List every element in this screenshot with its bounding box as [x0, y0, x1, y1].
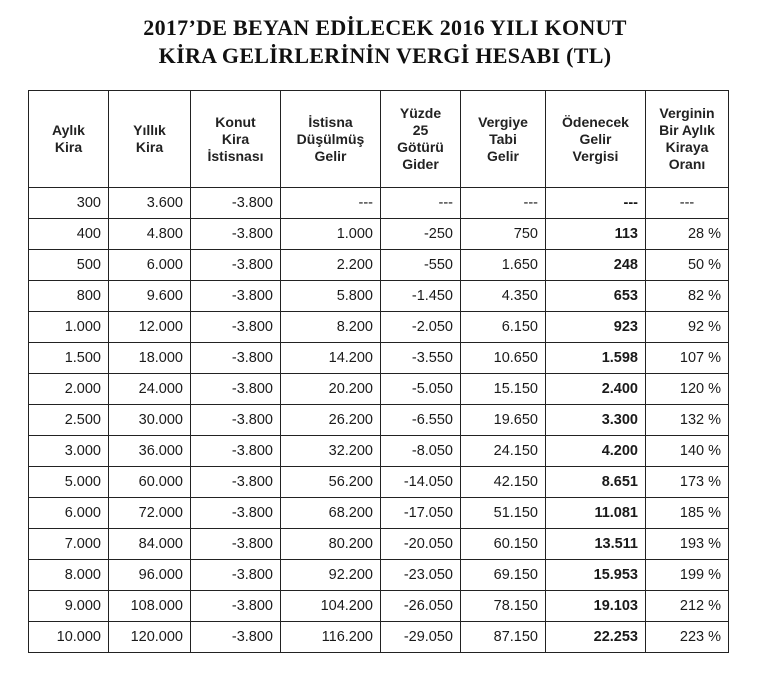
cell-net-income: 8.200 [281, 312, 381, 343]
header-line: Yüzde [399, 105, 442, 121]
header-line: Düşülmüş [296, 130, 365, 147]
cell-annual-rent: 36.000 [109, 436, 191, 467]
cell-net-income: 5.800 [281, 281, 381, 312]
cell-annual-rent: 9.600 [109, 281, 191, 312]
cell-taxable-income: 69.150 [461, 560, 546, 591]
cell-annual-rent: 84.000 [109, 529, 191, 560]
cell-annual-rent: 96.000 [109, 560, 191, 591]
header-line: İstisnası [207, 147, 264, 164]
table-row [29, 250, 729, 281]
cell-net-income: 14.200 [281, 343, 381, 374]
cell-lump-expense: -3.550 [381, 343, 461, 374]
table-row [29, 281, 729, 312]
cell-annual-rent: 3.600 [109, 188, 191, 219]
cell-tax-ratio: 28 % [646, 219, 729, 250]
cell-taxable-income: 24.150 [461, 436, 546, 467]
header-line: Aylık [52, 122, 85, 138]
cell-taxable-income: 60.150 [461, 529, 546, 560]
cell-annual-rent: 24.000 [109, 374, 191, 405]
cell-taxable-income: 4.350 [461, 281, 546, 312]
cell-annual-rent: 60.000 [109, 467, 191, 498]
cell-lump-expense: -6.550 [381, 405, 461, 436]
header-line: Kiraya [665, 139, 709, 155]
cell-annual-rent: 6.000 [109, 250, 191, 281]
header-line: Yıllık [133, 122, 166, 138]
header-lump-expense [381, 91, 461, 188]
table-row [29, 219, 729, 250]
header-income-tax [546, 91, 646, 188]
cell-taxable-income: 1.650 [461, 250, 546, 281]
cell-lump-expense: --- [381, 188, 461, 219]
header-line: Kira [221, 130, 250, 147]
cell-housing-exemption: -3.800 [191, 436, 281, 467]
cell-monthly-rent: 9.000 [29, 591, 109, 622]
cell-lump-expense: -250 [381, 219, 461, 250]
cell-monthly-rent: 2.000 [29, 374, 109, 405]
cell-housing-exemption: -3.800 [191, 312, 281, 343]
header-line: Verginin [659, 105, 715, 121]
cell-tax-ratio: 120 % [646, 374, 729, 405]
table-row [29, 529, 729, 560]
cell-net-income: 68.200 [281, 498, 381, 529]
table-row [29, 343, 729, 374]
header-line: Bir Aylık [659, 122, 715, 138]
cell-net-income: 2.200 [281, 250, 381, 281]
cell-lump-expense: -17.050 [381, 498, 461, 529]
cell-monthly-rent: 400 [29, 219, 109, 250]
cell-lump-expense: -23.050 [381, 560, 461, 591]
cell-taxable-income: 10.650 [461, 343, 546, 374]
title-line-1: 2017’DE BEYAN EDİLECEK 2016 YILI KONUT [143, 15, 627, 40]
cell-monthly-rent: 6.000 [29, 498, 109, 529]
cell-tax-ratio: 223 % [646, 622, 729, 653]
header-line: Ödenecek [562, 113, 629, 130]
cell-lump-expense: -1.450 [381, 281, 461, 312]
cell-income-tax: 19.103 [546, 591, 646, 622]
cell-tax-ratio: --- [646, 188, 729, 219]
cell-tax-ratio: 92 % [646, 312, 729, 343]
cell-housing-exemption: -3.800 [191, 188, 281, 219]
cell-housing-exemption: -3.800 [191, 405, 281, 436]
cell-net-income: 56.200 [281, 467, 381, 498]
cell-taxable-income: 15.150 [461, 374, 546, 405]
table-body [29, 188, 729, 653]
cell-taxable-income: 6.150 [461, 312, 546, 343]
cell-tax-ratio: 82 % [646, 281, 729, 312]
cell-housing-exemption: -3.800 [191, 374, 281, 405]
cell-housing-exemption: -3.800 [191, 467, 281, 498]
header-line: Gelir [487, 147, 519, 164]
cell-monthly-rent: 5.000 [29, 467, 109, 498]
cell-housing-exemption: -3.800 [191, 529, 281, 560]
cell-lump-expense: -550 [381, 250, 461, 281]
cell-taxable-income: 750 [461, 219, 546, 250]
cell-income-tax: 653 [546, 281, 646, 312]
header-taxable-income [461, 91, 546, 188]
cell-income-tax: 8.651 [546, 467, 646, 498]
cell-net-income: 32.200 [281, 436, 381, 467]
header-tax-ratio [646, 91, 729, 188]
cell-housing-exemption: -3.800 [191, 591, 281, 622]
cell-income-tax: 4.200 [546, 436, 646, 467]
cell-annual-rent: 120.000 [109, 622, 191, 653]
cell-housing-exemption: -3.800 [191, 250, 281, 281]
header-line: Konut [215, 113, 256, 130]
cell-net-income: 104.200 [281, 591, 381, 622]
cell-taxable-income: 78.150 [461, 591, 546, 622]
header-line: Tabi [489, 130, 517, 147]
header-line: Gelir [579, 130, 612, 147]
cell-tax-ratio: 107 % [646, 343, 729, 374]
cell-income-tax: 15.953 [546, 560, 646, 591]
header-line: Vergiye [478, 113, 528, 130]
cell-monthly-rent: 8.000 [29, 560, 109, 591]
cell-net-income: 92.200 [281, 560, 381, 591]
table-row [29, 560, 729, 591]
cell-annual-rent: 12.000 [109, 312, 191, 343]
header-line: Gider [402, 156, 439, 172]
cell-tax-ratio: 140 % [646, 436, 729, 467]
header-line: Götürü [397, 139, 444, 155]
cell-tax-ratio: 212 % [646, 591, 729, 622]
cell-housing-exemption: -3.800 [191, 622, 281, 653]
cell-income-tax: 3.300 [546, 405, 646, 436]
header-line: 25 [412, 122, 429, 138]
cell-net-income: 26.200 [281, 405, 381, 436]
cell-income-tax: 1.598 [546, 343, 646, 374]
header-line: İstisna [308, 113, 353, 130]
cell-monthly-rent: 10.000 [29, 622, 109, 653]
header-row [29, 91, 729, 188]
cell-net-income: 116.200 [281, 622, 381, 653]
cell-income-tax: --- [546, 188, 646, 219]
cell-income-tax: 13.511 [546, 529, 646, 560]
cell-net-income: 80.200 [281, 529, 381, 560]
header-line: Gelir [314, 147, 347, 164]
table-row [29, 188, 729, 219]
cell-annual-rent: 30.000 [109, 405, 191, 436]
header-net-income [281, 91, 381, 188]
cell-monthly-rent: 1.500 [29, 343, 109, 374]
cell-annual-rent: 72.000 [109, 498, 191, 529]
cell-tax-ratio: 132 % [646, 405, 729, 436]
header-annual-rent [109, 91, 191, 188]
cell-tax-ratio: 193 % [646, 529, 729, 560]
header-line: Oranı [668, 156, 706, 172]
cell-monthly-rent: 300 [29, 188, 109, 219]
cell-taxable-income: 51.150 [461, 498, 546, 529]
cell-net-income: --- [281, 188, 381, 219]
header-line: Vergisi [572, 147, 619, 164]
cell-lump-expense: -8.050 [381, 436, 461, 467]
header-line: Kira [135, 139, 164, 155]
cell-income-tax: 11.081 [546, 498, 646, 529]
cell-lump-expense: -14.050 [381, 467, 461, 498]
table-row [29, 622, 729, 653]
cell-monthly-rent: 7.000 [29, 529, 109, 560]
cell-housing-exemption: -3.800 [191, 560, 281, 591]
cell-annual-rent: 18.000 [109, 343, 191, 374]
cell-tax-ratio: 199 % [646, 560, 729, 591]
cell-taxable-income: 87.150 [461, 622, 546, 653]
cell-annual-rent: 108.000 [109, 591, 191, 622]
cell-taxable-income: --- [461, 188, 546, 219]
cell-monthly-rent: 3.000 [29, 436, 109, 467]
cell-housing-exemption: -3.800 [191, 219, 281, 250]
table-row [29, 467, 729, 498]
table-row [29, 436, 729, 467]
table-row [29, 405, 729, 436]
cell-monthly-rent: 500 [29, 250, 109, 281]
cell-tax-ratio: 185 % [646, 498, 729, 529]
table-row [29, 312, 729, 343]
tax-table [28, 90, 729, 653]
header-housing-exemption [191, 91, 281, 188]
cell-taxable-income: 42.150 [461, 467, 546, 498]
cell-income-tax: 22.253 [546, 622, 646, 653]
cell-housing-exemption: -3.800 [191, 343, 281, 374]
cell-lump-expense: -2.050 [381, 312, 461, 343]
cell-income-tax: 923 [546, 312, 646, 343]
cell-housing-exemption: -3.800 [191, 281, 281, 312]
cell-tax-ratio: 50 % [646, 250, 729, 281]
cell-housing-exemption: -3.800 [191, 498, 281, 529]
cell-annual-rent: 4.800 [109, 219, 191, 250]
cell-lump-expense: -5.050 [381, 374, 461, 405]
cell-monthly-rent: 2.500 [29, 405, 109, 436]
cell-income-tax: 248 [546, 250, 646, 281]
cell-income-tax: 113 [546, 219, 646, 250]
cell-income-tax: 2.400 [546, 374, 646, 405]
page-title [0, 14, 770, 70]
table-row [29, 374, 729, 405]
footer-fragment [150, 672, 670, 684]
cell-monthly-rent: 1.000 [29, 312, 109, 343]
table-row [29, 591, 729, 622]
cell-tax-ratio: 173 % [646, 467, 729, 498]
cell-lump-expense: -26.050 [381, 591, 461, 622]
cell-taxable-income: 19.650 [461, 405, 546, 436]
header-monthly-rent [29, 91, 109, 188]
cell-monthly-rent: 800 [29, 281, 109, 312]
cell-lump-expense: -29.050 [381, 622, 461, 653]
header-line: Kira [54, 139, 83, 155]
cell-net-income: 20.200 [281, 374, 381, 405]
cell-lump-expense: -20.050 [381, 529, 461, 560]
table-row [29, 498, 729, 529]
cell-net-income: 1.000 [281, 219, 381, 250]
title-line-2: KİRA GELİRLERİNİN VERGİ HESABI (TL) [158, 43, 612, 68]
